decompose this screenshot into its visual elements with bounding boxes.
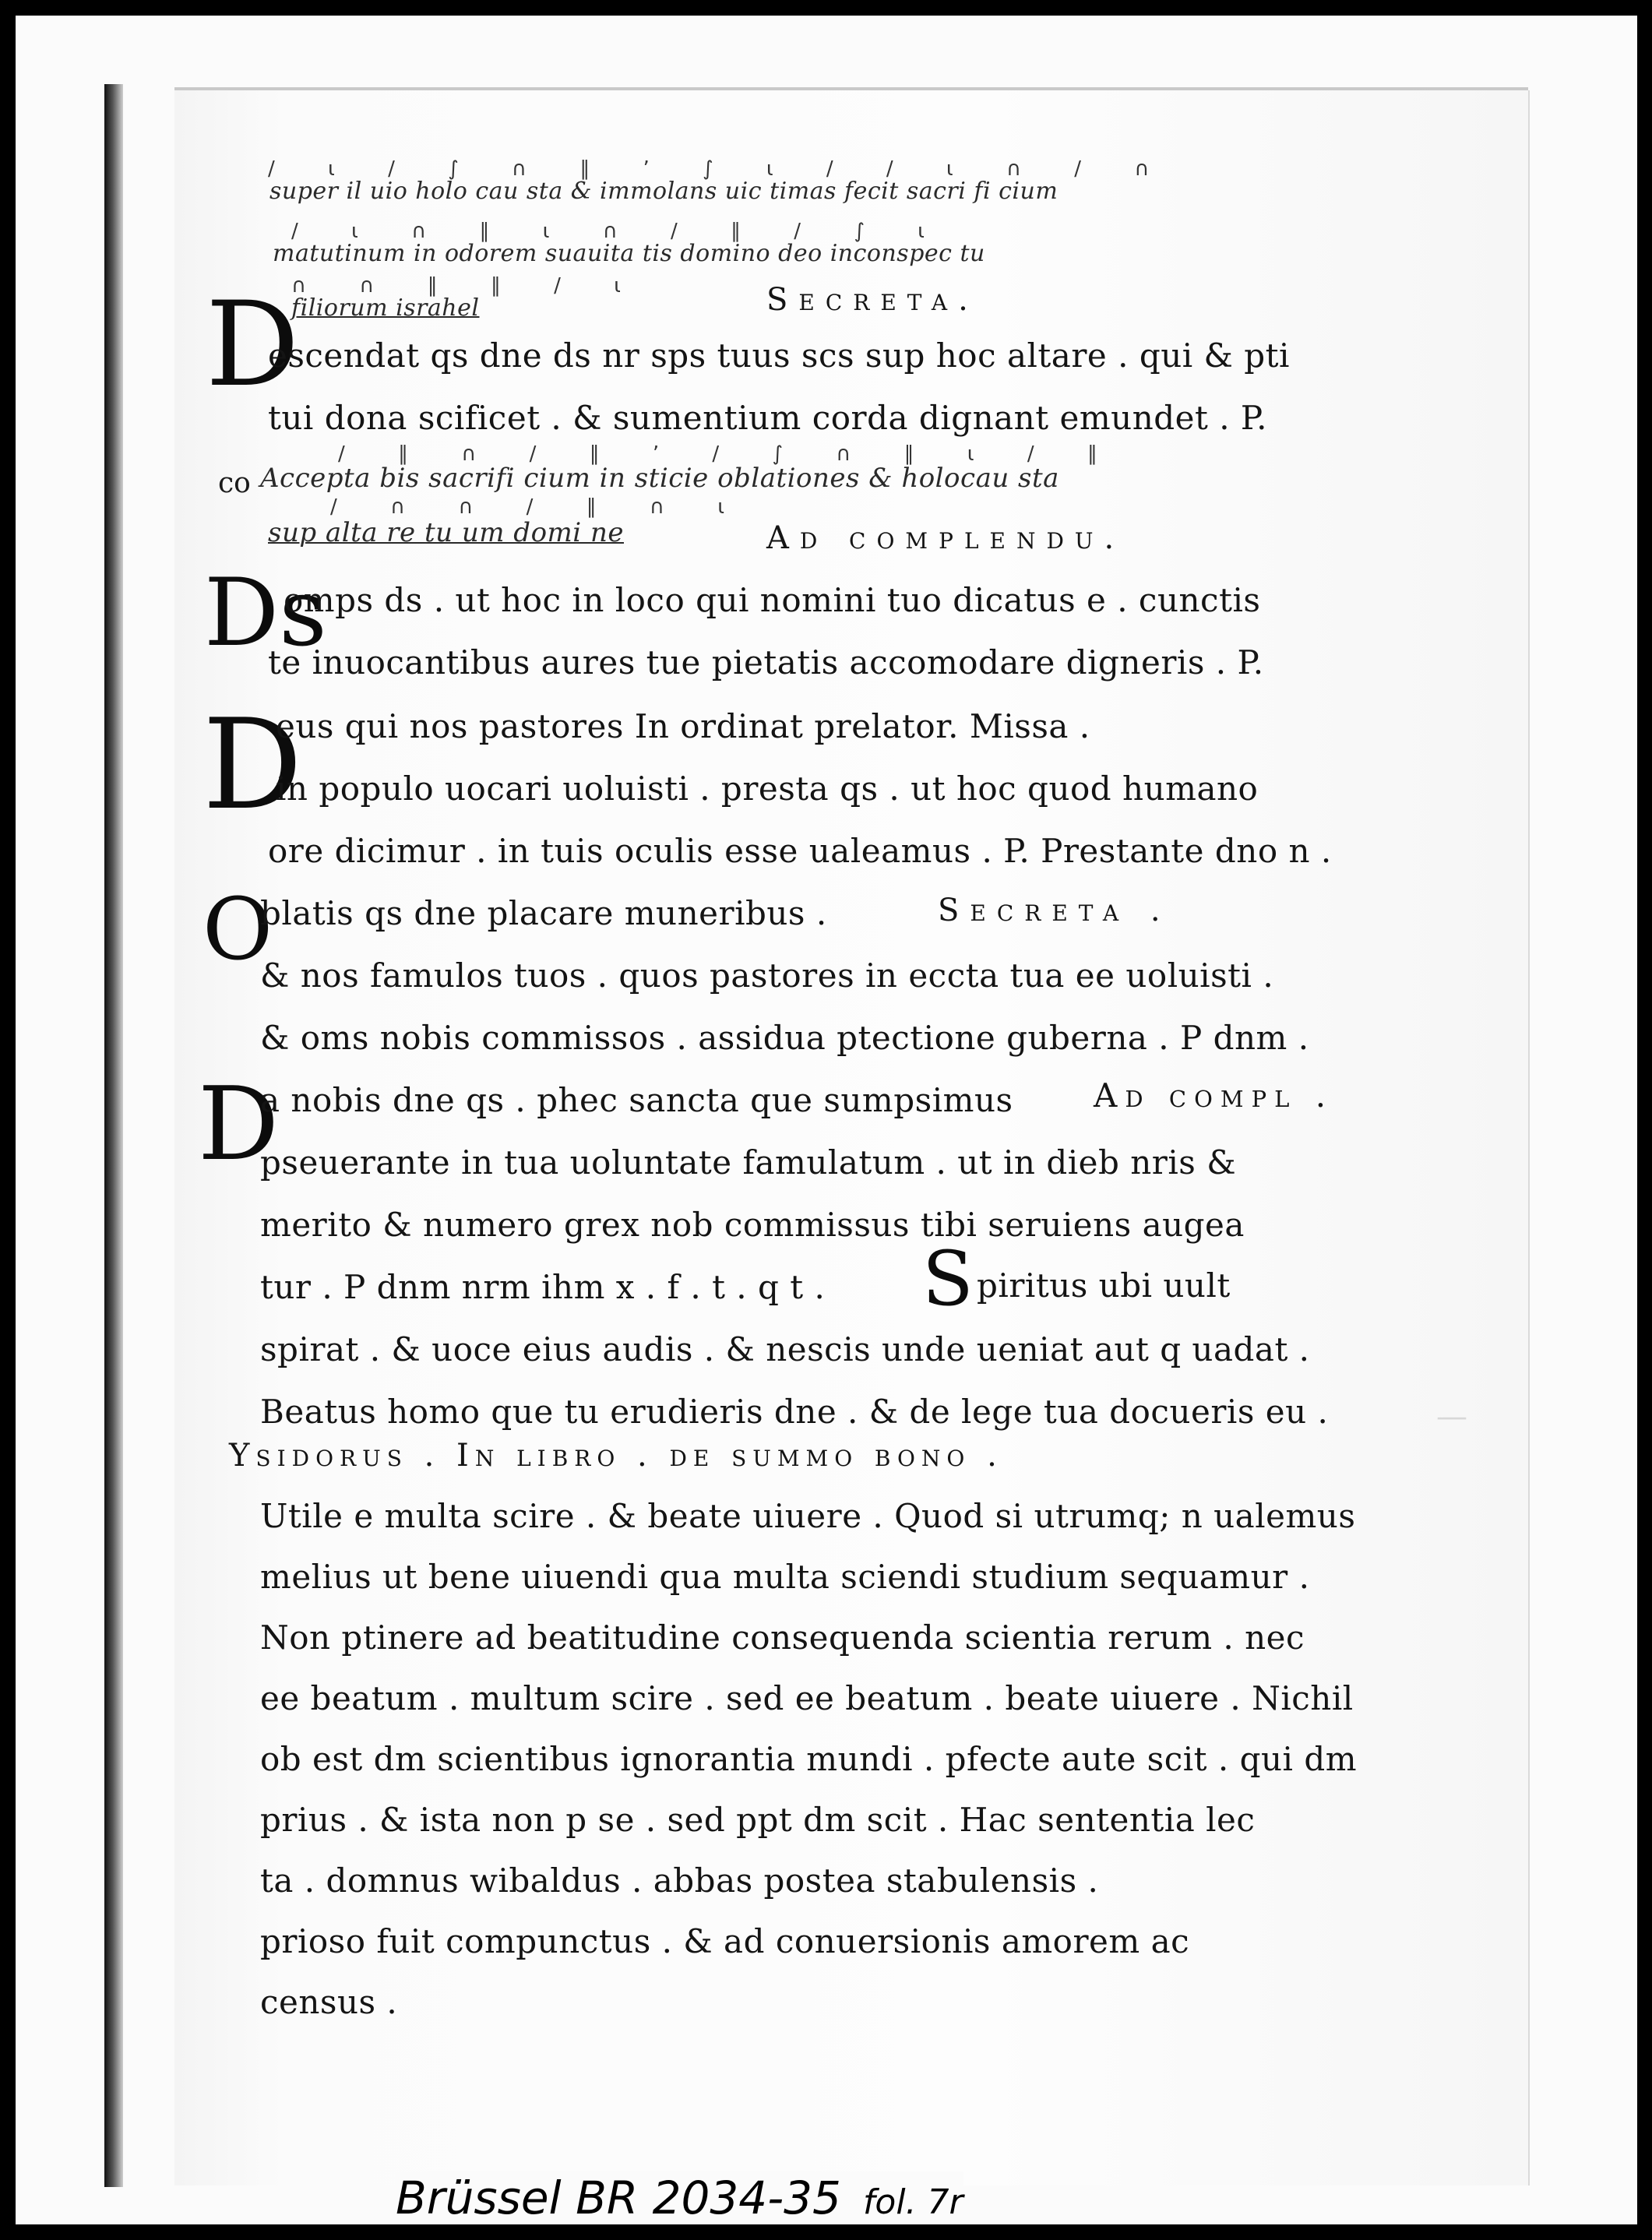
heading-ysidorus: Ysidorus . In libro . de summo bono . xyxy=(229,1438,1003,1474)
rubric-secreta: Secreta. xyxy=(766,282,979,318)
chant-text-line: super il uio holo cau sta & immolans uic timas fecit sacri fi cium xyxy=(269,178,1058,205)
photograph xyxy=(16,16,1637,2224)
chant-text-line: filiorum israhel xyxy=(291,294,480,322)
chant-text-line: matutinum in odorem suauita tis domino deo inconspec tu xyxy=(273,240,985,267)
text-line: Non ptinere ad beatitudine consequenda scientia rerum . nec xyxy=(260,1618,1305,1657)
initial-letter: O xyxy=(203,879,273,979)
text-line: omps ds . ut hoc in loco qui nomini tuo dicatus e . cunctis xyxy=(284,581,1261,619)
text-line: te inuocantibus aures tue pietatis accomodare digneris . P. xyxy=(268,643,1264,682)
text-line: tui dona scificet . & sumentium corda dignant emundet . P. xyxy=(268,399,1268,437)
text-line: tur . P dnm nrm ihm x . f . t . q t . xyxy=(260,1268,826,1306)
text-line: prius . & ista non p se . sed ppt dm scit . Hac sententia lec xyxy=(260,1801,1256,1839)
binding-gutter xyxy=(104,84,123,2187)
text-line: & nos famulos tuos . quos pastores in eccta tua ee uoluisti . xyxy=(260,956,1274,995)
folio-reference: fol. 7r xyxy=(862,2182,963,2222)
initial-letter: D xyxy=(203,692,303,837)
text-line: & oms nobis commissos . assidua ptectione guberna . P dnm . xyxy=(260,1019,1309,1057)
initial-letter: D xyxy=(198,1065,280,1183)
text-line: spirat . & uoce eius audis . & nescis unde ueniat aut q uadat . xyxy=(260,1330,1310,1368)
rubric-secreta: Secreta . xyxy=(938,893,1171,928)
show-through-mark: — xyxy=(1436,1399,1467,1435)
rubric-ad-compl: Ad compl . xyxy=(1094,1076,1334,1115)
text-line: Beatus homo que tu erudieris dne . & de lege tua docueris eu . xyxy=(260,1393,1329,1431)
neume-row: / ∩ ∩ / ∥ ∩ ι xyxy=(330,495,748,519)
manuscript-folio xyxy=(174,90,1528,2185)
neume-row: / ι ∩ ∥ ι ∩ / ∥ / ∫ ι xyxy=(291,220,948,243)
text-line: Utile e multa scire . & beate uiuere . Quod si utrumq; n ualemus xyxy=(260,1497,1356,1535)
text-line: census . xyxy=(260,1983,398,2021)
neume-row: ∩ ∩ ∥ ∥ / ι xyxy=(291,274,644,298)
text-line: a nobis dne qs . phec sancta que sumpsimus xyxy=(260,1081,1013,1119)
chant-text-line: sup alta re tu um domi ne xyxy=(268,517,624,548)
initial-letter: D xyxy=(206,277,300,413)
text-line: escendat qs dne ds nr sps tuus scs sup hoc altare . qui & pti xyxy=(268,336,1290,375)
neume-row: / ∥ ∩ / ∥ ʼ / ∫ ∩ ∥ ι / ∥ xyxy=(338,442,1121,466)
shelfmark: Brüssel BR 2034-35 xyxy=(396,2171,841,2224)
text-line: eus qui nos pastores In ordinat prelator. Missa . xyxy=(276,707,1090,745)
text-line: blatis qs dne placare muneribus . xyxy=(260,894,827,932)
text-line: ta . domnus wibaldus . abbas postea stabulensis . xyxy=(260,1861,1099,1900)
chant-text-line: Accepta bis sacrifi cium in sticie oblationes & holocau sta xyxy=(260,463,1059,494)
shelfmark-caption xyxy=(396,2171,963,2224)
initial-letter: S xyxy=(922,1235,974,1323)
neume-row: / ι / ∫ ∩ ∥ ʼ ∫ ι / / ι ∩ / ∩ xyxy=(268,157,1173,181)
text-line: ob est dm scientibus ignorantia mundi . pfecte aute scit . qui dm xyxy=(260,1740,1358,1778)
text-line: ore dicimur . in tuis oculis esse ualeamus . P. Prestante dno n . xyxy=(268,832,1332,870)
rubric-ad-complendum: Ad complendu. xyxy=(766,520,1125,556)
text-line: piritus ubi uult xyxy=(977,1266,1231,1305)
text-line: in populo uocari uoluisti . presta qs . ut hoc quod humano xyxy=(276,770,1259,808)
text-line: prioso fuit compunctus . & ad conuersionis amorem ac xyxy=(260,1922,1190,1960)
initial-letter: Ds xyxy=(204,559,327,667)
text-line: pseuerante in tua uoluntate famulatum . ut in dieb nris & xyxy=(260,1143,1237,1182)
text-line: merito & numero grex nob commissus tibi seruiens augea xyxy=(260,1206,1245,1244)
marginal-co: co xyxy=(218,467,251,499)
text-line: ee beatum . multum scire . sed ee beatum . beate uiuere . Nichil xyxy=(260,1679,1354,1717)
text-line: melius ut bene uiuendi qua multa sciendi studium sequamur . xyxy=(260,1558,1310,1596)
